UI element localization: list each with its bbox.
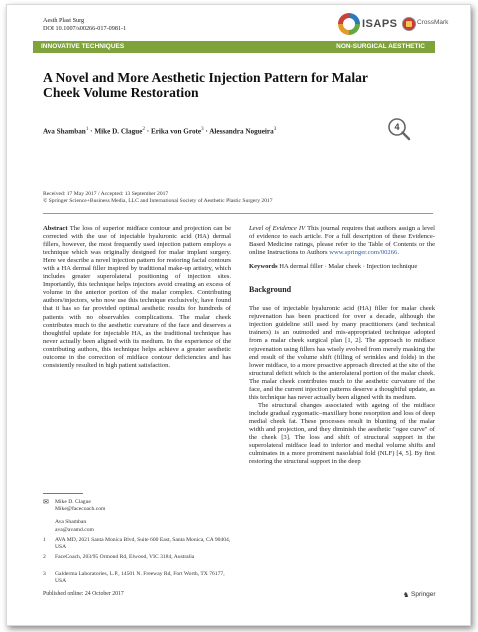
keywords bbox=[249, 263, 435, 271]
author-name: Erika von Grote bbox=[150, 127, 202, 136]
keywords-text: HA dermal filler · Malar cheek · Injection technique bbox=[279, 263, 418, 271]
envelope-icon: ✉ bbox=[43, 498, 49, 506]
affiliation-number: 1 bbox=[43, 537, 46, 543]
isaps-logo-text: ISAPS bbox=[362, 18, 398, 30]
magnifier-icon bbox=[387, 117, 411, 141]
author-name: Mike D. Clague bbox=[94, 127, 143, 136]
received-accepted: Received: 17 May 2017 / Accepted: 13 September 2017 bbox=[43, 191, 169, 197]
affiliation-number: 3 bbox=[43, 571, 46, 577]
right-column bbox=[249, 225, 435, 466]
paper-page bbox=[6, 4, 471, 626]
abstract bbox=[43, 225, 231, 370]
affiliation-text: Galderma Laboratories, L.P., 14501 N. Freeway Rd, Fort Worth, TX 76177, USA bbox=[55, 571, 225, 585]
author-sup: 2 bbox=[142, 127, 145, 132]
evidence-level-number: 4 bbox=[394, 122, 400, 133]
springer-logo bbox=[403, 590, 437, 600]
affiliation-text: AVA MD, 2021 Santa Monica Blvd, Suite 600 East, Santa Monica, CA 90404, USA bbox=[55, 537, 231, 551]
journal-name: Aesth Plast Surg bbox=[43, 17, 85, 24]
crossmark-icon bbox=[402, 17, 416, 31]
category-bar bbox=[33, 41, 435, 53]
instructions-link[interactable]: www.springer.com/00266 bbox=[329, 249, 398, 257]
coauthor-name: Ava Shamban bbox=[55, 519, 87, 526]
evidence-label: Level of Evidence IV bbox=[249, 225, 306, 232]
affiliation-number: 2 bbox=[43, 554, 46, 560]
author-name: Ava Shamban bbox=[43, 127, 86, 136]
category-right: NON-SURGICAL AESTHETIC bbox=[336, 43, 425, 50]
chess-knight-icon: ♞ bbox=[403, 591, 410, 599]
author-sup: 3 bbox=[201, 127, 204, 132]
coauthor-email[interactable]: ava@avamd.com bbox=[55, 526, 94, 533]
doi: DOI 10.1007/s00266-017-0981-1 bbox=[43, 25, 127, 32]
author-list: Ava Shamban$^1$ · Mike D. Clague$^2$ · Erika von Grote$^3$ · Alessandra Nogueira$^3$ bbox=[43, 127, 277, 136]
author-name: Alessandra Nogueira bbox=[209, 127, 274, 136]
published-online: Published online: 24 October 2017 bbox=[43, 591, 124, 597]
correspondence-email[interactable]: Mike@facecoach.com bbox=[55, 506, 106, 513]
affiliation-text: FaceCoach, 203/95 Ormond Rd, Elwood, VIC 3184, Australia bbox=[55, 554, 195, 560]
evidence-end: . bbox=[397, 249, 399, 257]
background-heading: Background bbox=[249, 285, 292, 295]
background-paragraph-2: The structural changes associated with ageing of the midface include gradual zygomatic–maxillary bone resorption and loss of deep medial cheek fat. These processes result in blunting of the malar width and projection, and they diminish the aesthetic "ogee curve" of the cheek [3]. The loss and shift of structural support in the superolateral midface lead to inferior and medial volume shifts and culminates in a more prominent nasolabial fold (NLF) [4, 5]. By first restoring the structural support in the deep bbox=[249, 401, 435, 466]
divider bbox=[43, 213, 433, 214]
author-sup: 1 bbox=[85, 127, 89, 132]
abstract-text: The loss of superior midface contour and projection can be corrected with the use of injectable hyaluronic acid (HA) dermal fillers, however, the most frequently used injection pattern employs a technique which was originally designed for malar implant surgery. Here we describe a novel injection pattern for restoring facial contours with a HA dermal filler inspired by traditional make-up artistry, which includes greater superolateral positioning of injection sites. Importantly, this technique helps injectors avoid creating an excess of volume in the anterior portion of the malar complex. Contributing authors/injectors, who now use this technique exclusively, have found that it has so far provided optimal aesthetic results for hundreds of patients with no observables complications. The malar cheek contributes much to the aesthetic curvature of the face and deserves a thoughtful update for injectable HA, as the traditional technique has never actually been aligned with its medium. In the experience of the contributing authors, this technique helps achieve a greater aesthetic outcome in the correction of midface contour deficiencies and has consistently resulted in high patient satisfaction. bbox=[43, 225, 232, 369]
copyright: © Springer Science+Business Media, LLC and International Society of Aesthetic Plastic Surgery 2017 bbox=[43, 198, 273, 205]
evidence-level-badge bbox=[387, 117, 411, 141]
evidence-text: This journal requires that authors assign a level of evidence to each article. For a full description of these Evidence-Based Medicine ratings, please refer to the Table of Contents or the online Instructions to Authors bbox=[249, 225, 435, 257]
abstract-label: Abstract bbox=[43, 225, 68, 232]
journal-meta bbox=[43, 17, 126, 33]
background-paragraph-1: The use of injectable hyaluronic acid (HA) filler for malar cheek rejuvenation has been practiced for over a decade, although the injection guideline still used by many practitioners (and technical trainers) is an outmoded and mis-appropriated technique adopted from a malar cheek surgical plan [1, 2]. The approach to midface rejuvenation using fillers has wisely evolved from merely masking the end result of the volume shift (filling of wrinkles and folds) in the lower midface, to a more proactive approach directed at the site of the structural deficit which is the anterolateral portion of the malar cheek. The malar cheek contributes much to the aesthetic curvature of the face, and the current injection patterns deserve a thoughtful update, as this technique has never actually been aligned with its medium. bbox=[249, 305, 435, 401]
keywords-label: Keywords bbox=[249, 263, 278, 271]
correspondence-name: Mike D. Clague bbox=[55, 499, 91, 505]
crossmark-text: CrossMark bbox=[417, 19, 449, 26]
springer-text: Springer bbox=[411, 591, 436, 598]
footnote-rule bbox=[43, 493, 83, 494]
dates-block bbox=[43, 191, 273, 205]
evidence-statement bbox=[249, 225, 435, 257]
author-sup: 3 bbox=[273, 127, 277, 132]
category-left: INNOVATIVE TECHNIQUES bbox=[41, 43, 125, 50]
article-title: A Novel and More Aesthetic Injection Pattern for Malar Cheek Volume Restoration bbox=[43, 70, 368, 100]
isaps-logo bbox=[338, 13, 398, 39]
